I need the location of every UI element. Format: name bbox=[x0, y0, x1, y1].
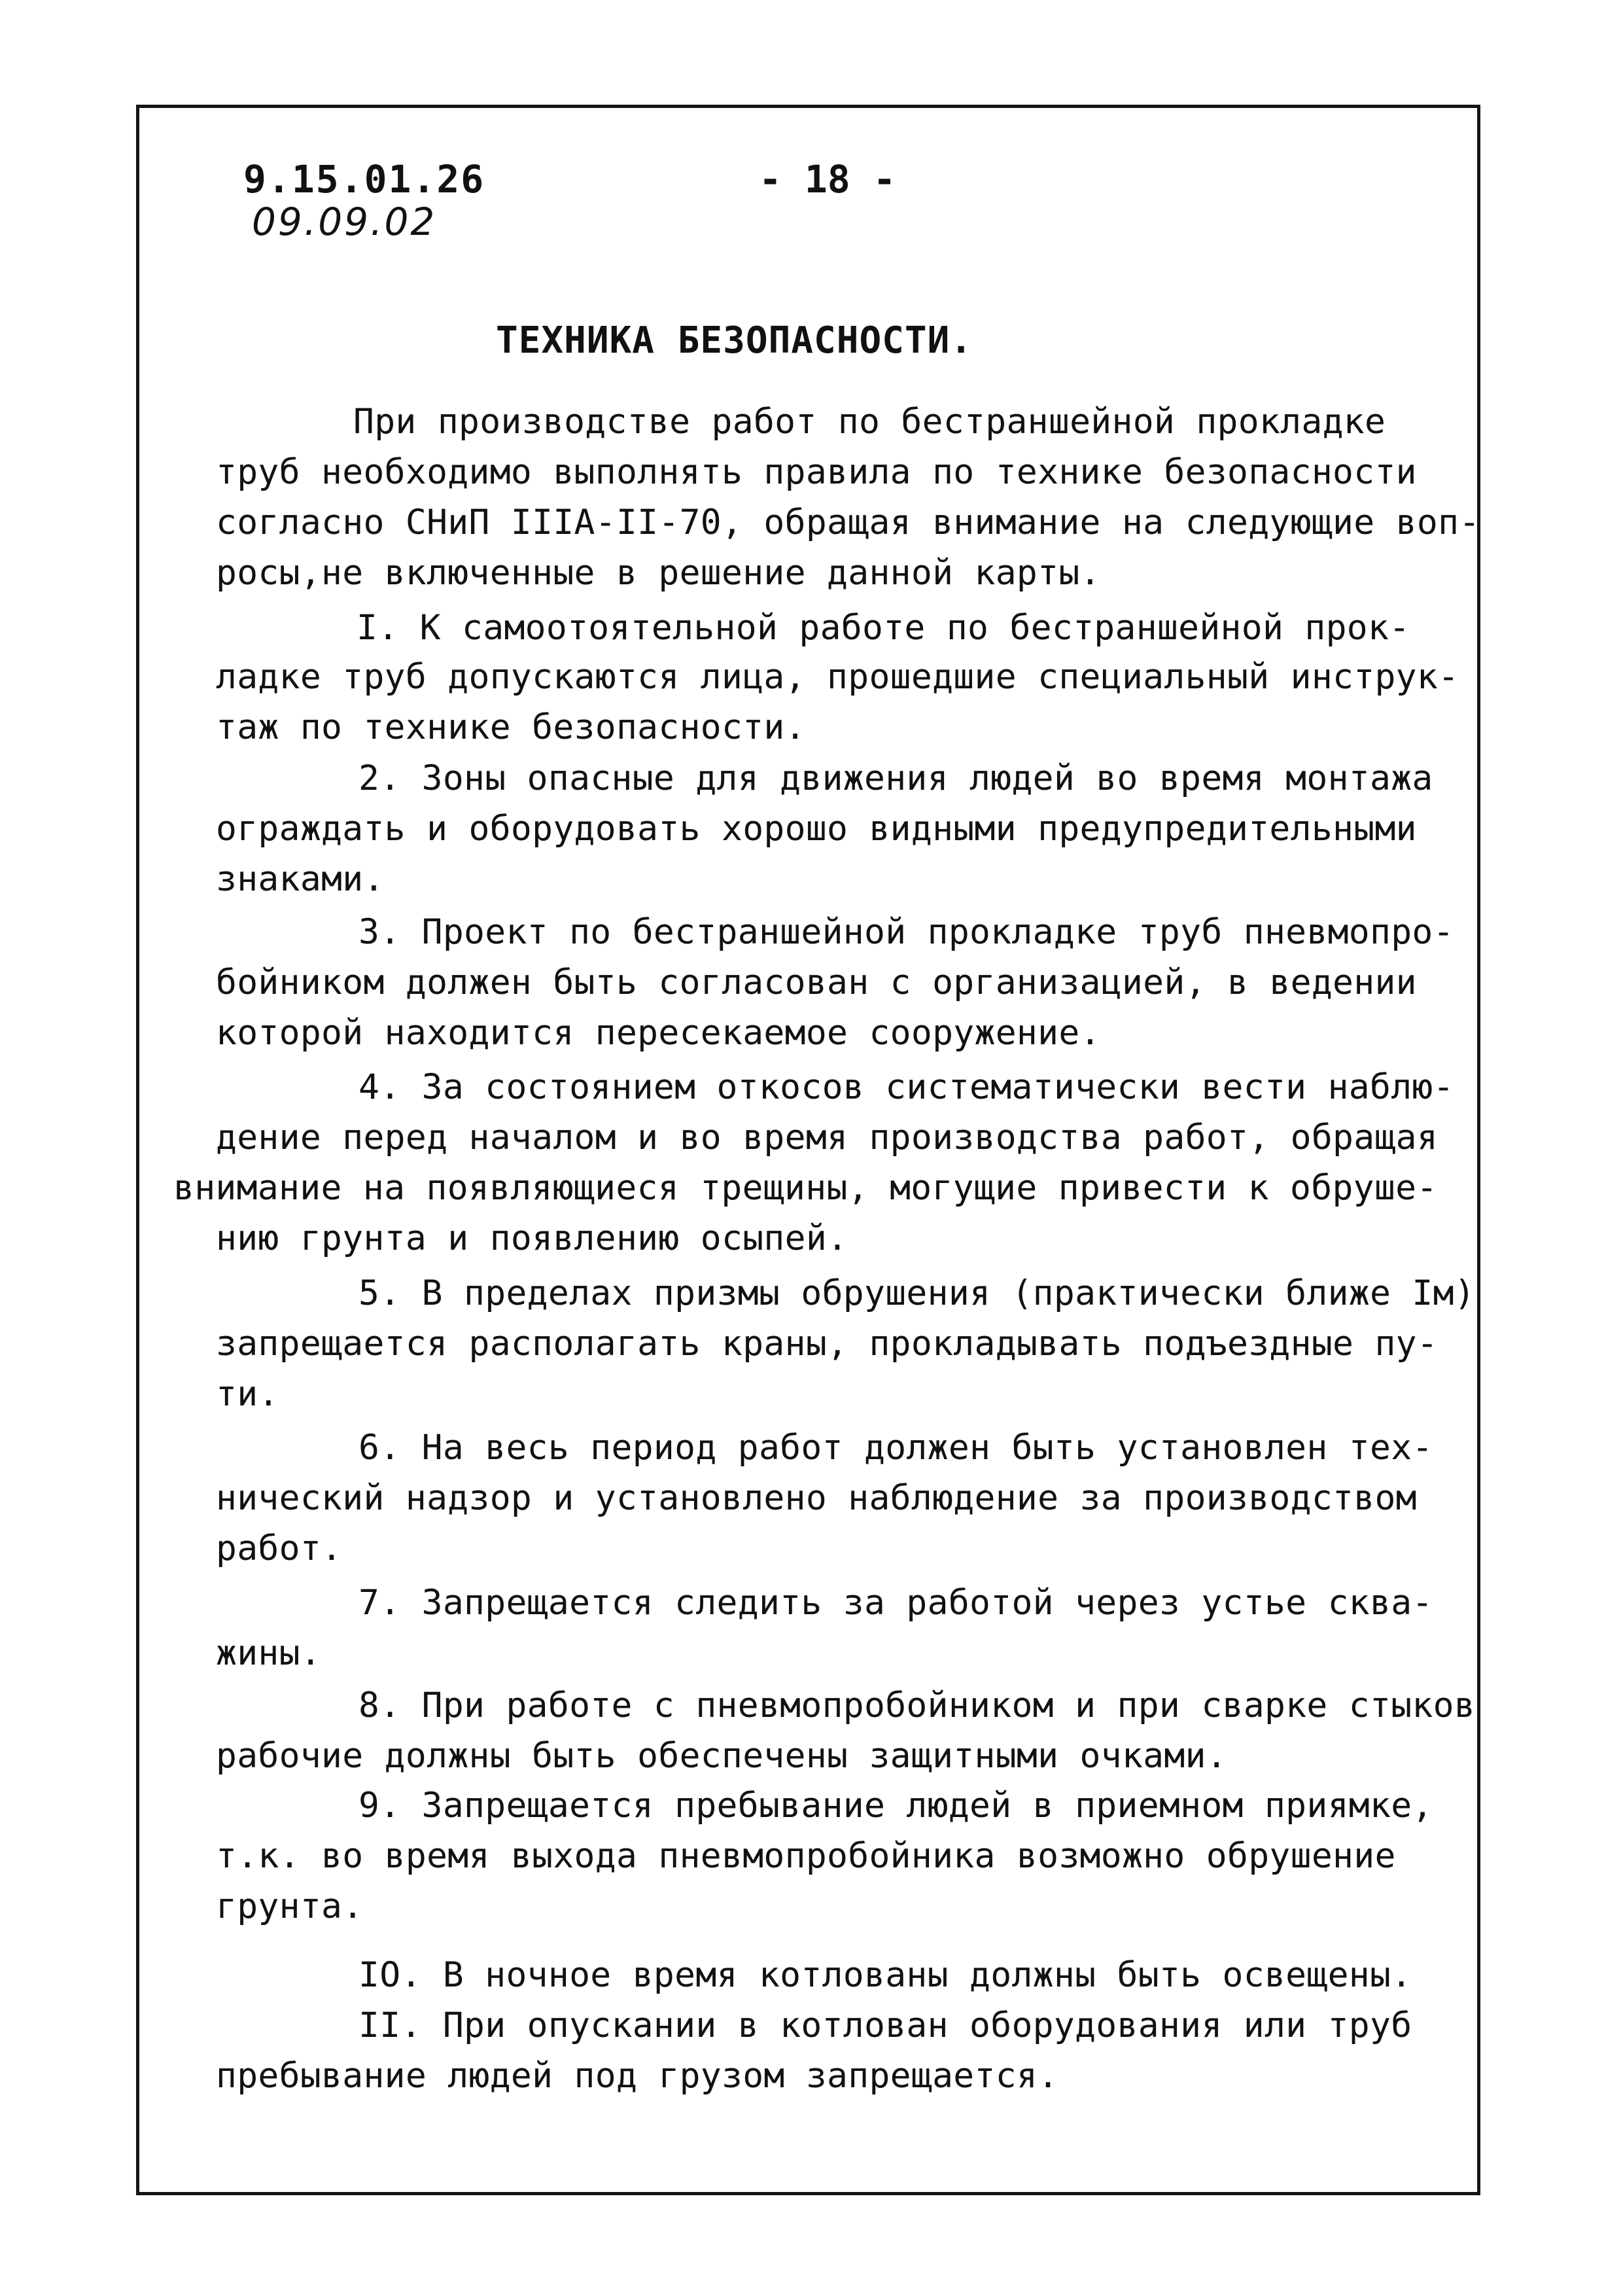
text-line: рабочие должны быть обеспечены защитными очками. bbox=[216, 1736, 1228, 1776]
text-line: 5. В пределах призмы обрушения (практически ближе Iм) bbox=[358, 1273, 1476, 1313]
text-line: росы,не включенные в решение данной карты. bbox=[216, 553, 1101, 593]
text-line: 6. На весь период работ должен быть установлен тех- bbox=[358, 1428, 1433, 1468]
text-line: грунта. bbox=[216, 1886, 364, 1926]
text-line: работ. bbox=[216, 1528, 343, 1568]
text-line: запрещается располагать краны, прокладывать подъездные пу- bbox=[216, 1324, 1439, 1364]
text-line: ограждать и оборудовать хорошо видными предупредительными bbox=[216, 809, 1417, 849]
text-line: труб необходимо выполнять правила по технике безопасности bbox=[216, 452, 1417, 492]
text-line: 3. Проект по бестраншейной прокладке труб пневмопро- bbox=[358, 912, 1454, 952]
text-line: 9. Запрещается пребывание людей в приемном приямке, bbox=[358, 1786, 1433, 1826]
document-date: 09.09.02 bbox=[252, 200, 437, 244]
text-line: 2. Зоны опасные для движения людей во время монтажа bbox=[358, 758, 1433, 798]
text-line: ладке труб допускаются лица, прошедшие специальный инструк- bbox=[216, 657, 1459, 697]
text-line: которой находится пересекаемое сооружение. bbox=[216, 1013, 1101, 1053]
section-title: ТЕХНИКА БЕЗОПАСНОСТИ. bbox=[496, 319, 973, 362]
text-line: ти. bbox=[216, 1374, 279, 1414]
text-line: При производстве работ по бестраншейной прокладке bbox=[353, 402, 1386, 442]
text-line: пребывание людей под грузом запрещается. bbox=[216, 2056, 1059, 2096]
text-line: II. При опускании в котлован оборудования или труб bbox=[358, 2005, 1412, 2045]
text-line: нию грунта и появлению осыпей. bbox=[216, 1218, 848, 1258]
text-line: внимание на появляющиеся трещины, могущие привести к обруше- bbox=[173, 1168, 1438, 1208]
page-number: - 18 - bbox=[759, 157, 896, 202]
text-line: знаками. bbox=[216, 859, 385, 899]
text-line: 7. Запрещается следить за работой через устье сква- bbox=[358, 1583, 1433, 1623]
text-line: 4. За состоянием откосов систематически вести наблю- bbox=[358, 1067, 1454, 1107]
text-line: I. К самоотоятельной работе по бестраншейной прок- bbox=[357, 608, 1410, 648]
document-code: 9.15.01.26 bbox=[243, 157, 485, 202]
text-line: нический надзор и установлено наблюдение за производством bbox=[216, 1478, 1417, 1518]
text-line: IO. В ночное время котлованы должны быть освещены. bbox=[358, 1955, 1412, 1995]
text-line: 8. При работе с пневмопробойником и при сварке стыков bbox=[358, 1686, 1476, 1725]
text-line: жины. bbox=[216, 1633, 322, 1673]
text-line: дение перед началом и во время производства работ, обращая bbox=[216, 1118, 1439, 1157]
text-line: бойником должен быть согласован с организацией, в ведении bbox=[216, 963, 1417, 1002]
text-line: т.к. во время выхода пневмопробойника возможно обрушение bbox=[216, 1836, 1396, 1876]
text-line: согласно СНиП IIIА-II-70, обращая внимание на следующие воп- bbox=[216, 503, 1480, 542]
text-line: таж по технике безопасности. bbox=[216, 707, 806, 747]
